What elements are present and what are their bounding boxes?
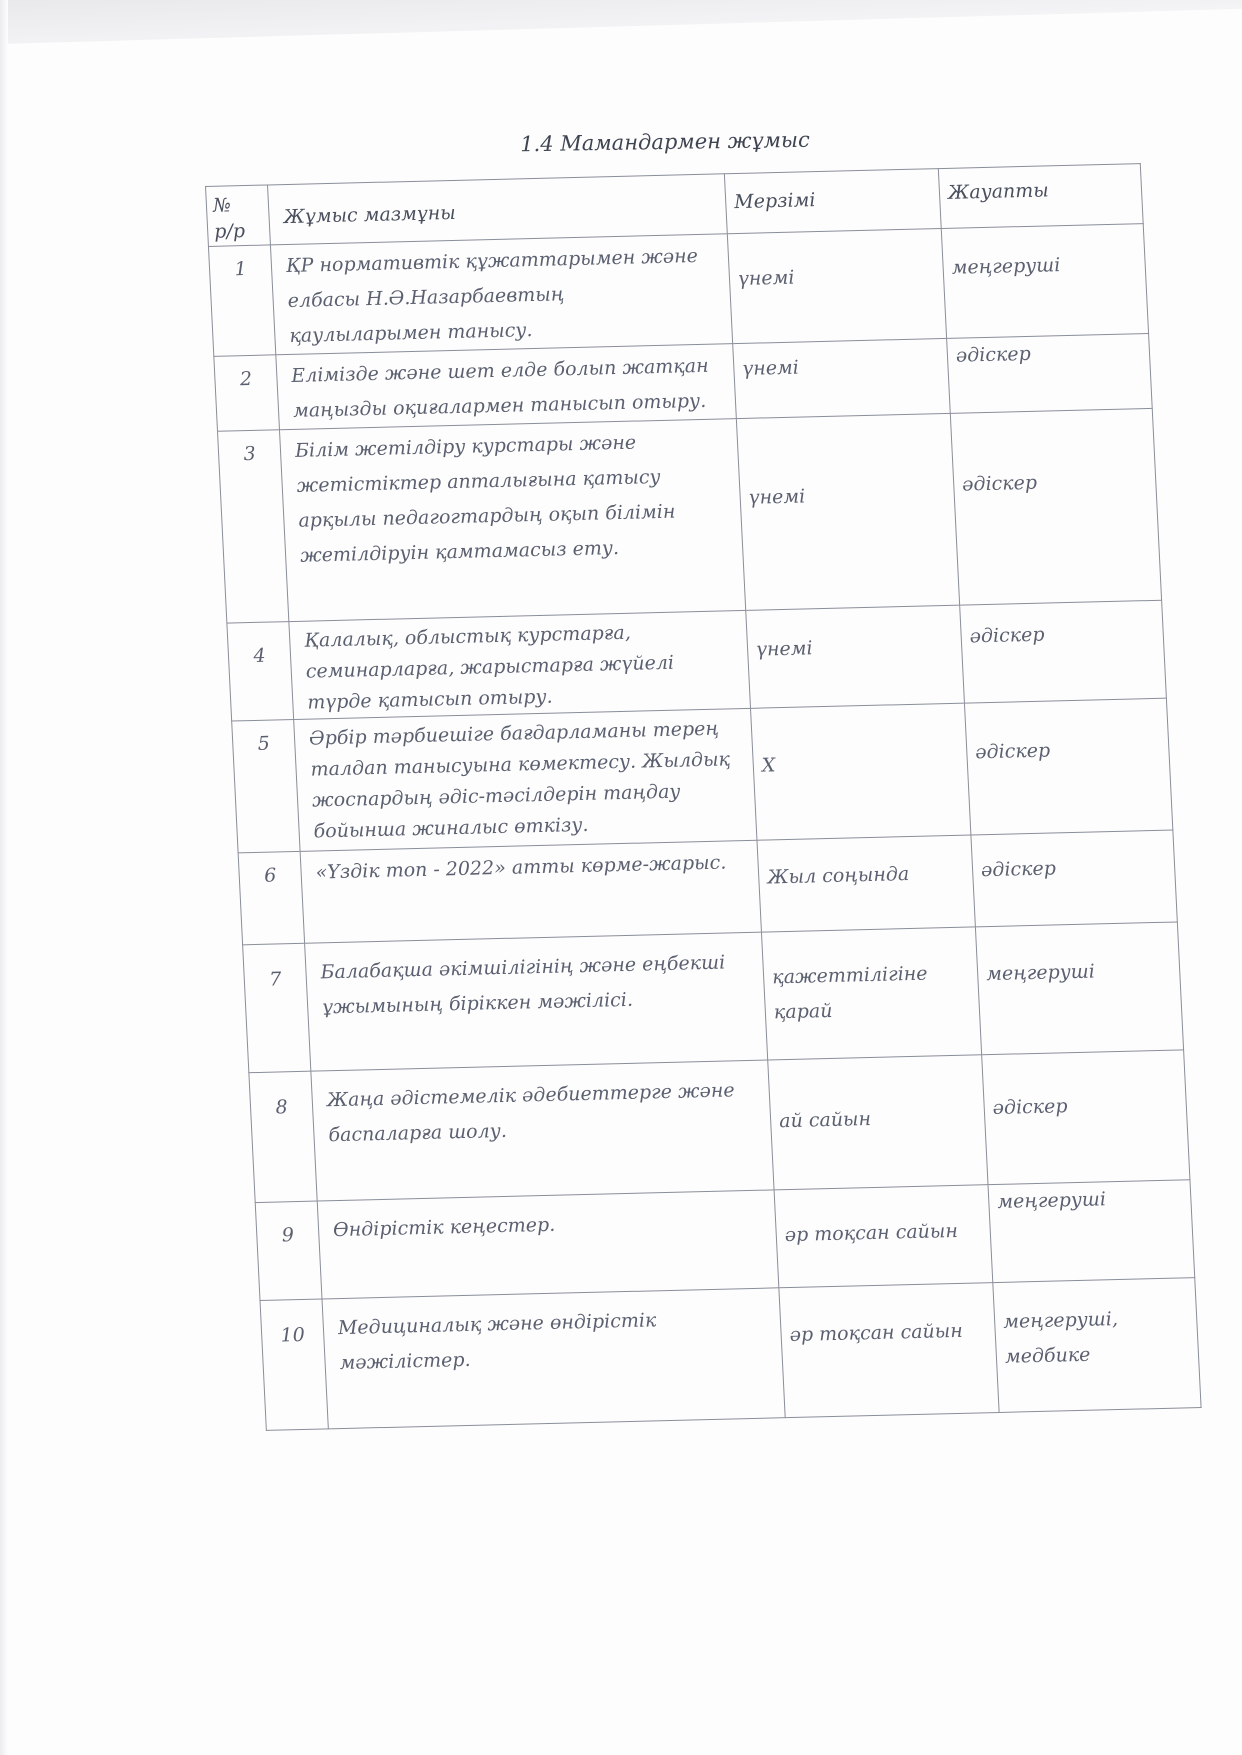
row-responsible: меңгеруші bbox=[988, 1180, 1195, 1283]
row-responsible: әдіскер bbox=[971, 830, 1177, 927]
row-responsible: меңгеруші bbox=[975, 922, 1183, 1055]
table-row bbox=[249, 1050, 1190, 1203]
row-content: Қалалық, облыстық курстарға, семинарларға, жарыстарға жүйелі түрде қатысып отыру. bbox=[289, 610, 751, 719]
row-deadline: үнемі bbox=[746, 605, 965, 708]
row-responsible: меңгеруші bbox=[941, 224, 1148, 339]
row-deadline: әр тоқсан сайын bbox=[774, 1185, 993, 1288]
row-deadline: Жыл соңында bbox=[757, 835, 975, 932]
row-content: ҚР нормативтік құжаттарымен және елбасы Н.Ә.Назарбаевтың қаулыларымен танысу. bbox=[270, 234, 732, 355]
row-deadline: қажеттілігіне қарай bbox=[761, 927, 981, 1060]
row-number: 7 bbox=[243, 943, 311, 1072]
header-number: № р/р bbox=[206, 185, 271, 246]
row-content: Елімізде және шет елде болып жатқан маңызды оқиғалармен танысып отыру. bbox=[276, 344, 737, 430]
row-number: 2 bbox=[214, 355, 280, 431]
table-row bbox=[232, 698, 1173, 853]
table-row bbox=[243, 922, 1184, 1073]
section-title: 1.4 Мамандармен жұмыс bbox=[520, 127, 810, 157]
table-row bbox=[217, 408, 1161, 623]
row-number: 6 bbox=[238, 851, 304, 944]
row-deadline: әр тоқсан сайын bbox=[779, 1283, 999, 1418]
row-content: «Үздік топ - 2022» атты көрме-жарыс. bbox=[300, 840, 761, 943]
work-plan-table-wrapper bbox=[205, 163, 1202, 1431]
row-deadline: Х bbox=[751, 703, 971, 840]
scan-shadow-top bbox=[0, 0, 1242, 44]
row-deadline: үнемі bbox=[733, 338, 951, 418]
row-responsible: әдіскер bbox=[947, 333, 1153, 413]
row-content: Медициналық және өндірістік мәжілістер. bbox=[322, 1288, 785, 1429]
row-number: 10 bbox=[260, 1299, 328, 1430]
table-row bbox=[260, 1278, 1201, 1431]
row-number: 3 bbox=[217, 430, 288, 623]
row-responsible: меңгеруші, медбике bbox=[993, 1278, 1201, 1413]
row-content: Білім жетілдіру курстары және жетістіктер апталығына қатысу арқылы педагогтардың оқып білімін жетілдіруін қамтамасыз ету. bbox=[279, 419, 745, 622]
row-content: Өндірістік кеңестер. bbox=[317, 1190, 779, 1299]
row-number: 4 bbox=[227, 622, 294, 721]
row-deadline: ай сайын bbox=[768, 1055, 988, 1190]
row-responsible: әдіскер bbox=[964, 698, 1172, 835]
row-number: 8 bbox=[249, 1071, 317, 1202]
header-content: Жұмыс мазмұны bbox=[268, 174, 728, 245]
row-responsible: әдіскер bbox=[950, 408, 1161, 605]
row-content: Жаңа әдістемелік әдебиеттерге және баспаларға шолу. bbox=[311, 1060, 774, 1201]
row-number: 5 bbox=[232, 719, 300, 852]
scan-shadow-left bbox=[0, 0, 8, 1755]
row-content: Балабақша әкімшілігінің және еңбекші ұжымының біріккен мәжілісі. bbox=[305, 932, 768, 1071]
row-number: 1 bbox=[208, 245, 275, 356]
row-responsible: әдіскер bbox=[960, 600, 1167, 703]
row-content: Әрбір тәрбиешіге бағдарламаны терең талдап танысуына көмектесу. Жылдық жоспардың әдіс-тәсілдерін таңдау бойынша жиналыс өткізу. bbox=[294, 708, 757, 851]
row-deadline: үнемі bbox=[727, 229, 946, 344]
row-responsible: әдіскер bbox=[982, 1050, 1190, 1185]
header-responsible: Жауапты bbox=[938, 164, 1143, 229]
work-plan-table bbox=[205, 163, 1202, 1431]
row-number: 9 bbox=[255, 1201, 322, 1300]
header-deadline: Мерзімі bbox=[724, 169, 941, 234]
row-deadline: үнемі bbox=[736, 413, 959, 610]
